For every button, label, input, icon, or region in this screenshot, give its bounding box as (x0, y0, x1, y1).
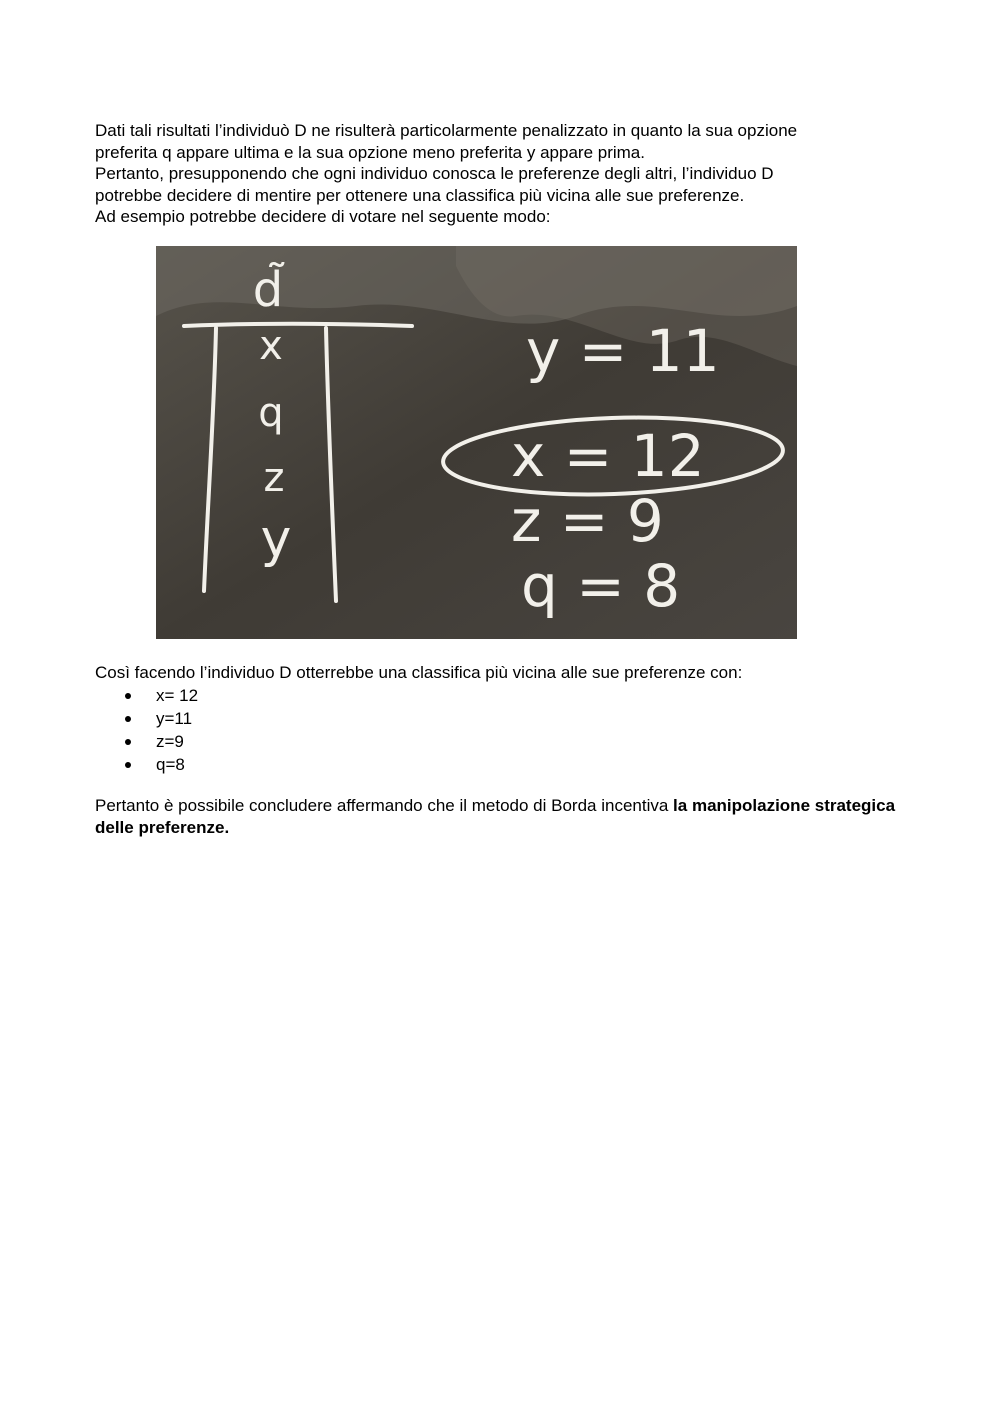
list-item-text: q=8 (156, 755, 185, 774)
ranking-item: q (258, 390, 284, 436)
list-item (95, 707, 198, 730)
result-lead: Così facendo l’individuo D otterrebbe una classifica più vicina alle sue preferenze con: (95, 663, 743, 682)
bullet-icon (125, 693, 131, 699)
ranking-item: z (263, 455, 285, 501)
bullet-icon (125, 716, 131, 722)
score-item: y = 11 (526, 317, 720, 385)
list-item (95, 753, 198, 776)
conclusion-paragraph (95, 795, 905, 838)
intro-line: Dati tali risultati l’individuò D ne risulterà particolarmente penalizzato in quanto la sua opzione (95, 121, 798, 140)
intro-line: preferita q appare ultima e la sua opzione meno preferita y appare prima. (95, 142, 645, 162)
list-item-text: x= 12 (156, 686, 199, 705)
table-header: d̃ (252, 262, 284, 318)
score-item: z = 9 (511, 487, 664, 555)
intro-paragraph (95, 120, 905, 228)
bullet-icon (125, 762, 131, 768)
table-top-line (184, 324, 412, 326)
conclusion-bold: la manipolazione strategica delle preferenze. (95, 796, 896, 837)
list-item (95, 684, 198, 707)
ranking-item: y (260, 509, 292, 569)
intro-line: potrebbe decidere di mentire per ottenere una classifica più vicina alle sue preferenze. (95, 185, 745, 205)
list-item (95, 730, 198, 753)
blackboard-photo (156, 246, 797, 639)
score-item: q = 8 (521, 552, 681, 620)
intro-line: Ad esempio potrebbe decidere di votare nel seguente modo: (95, 207, 551, 226)
list-item-text: z=9 (156, 732, 184, 751)
bullet-icon (125, 739, 131, 745)
list-item-text: y=11 (156, 709, 193, 728)
ranking-item: x (259, 323, 283, 369)
blackboard-drawing (156, 246, 797, 639)
intro-line: Pertanto, presupponendo che ogni individuo conosca le preferenze degli altri, l’individuo D (95, 164, 774, 183)
score-item: x = 12 (511, 422, 705, 490)
conclusion-text: Pertanto è possibile concludere affermando che il metodo di Borda incentiva (95, 796, 674, 815)
result-list (95, 684, 198, 776)
